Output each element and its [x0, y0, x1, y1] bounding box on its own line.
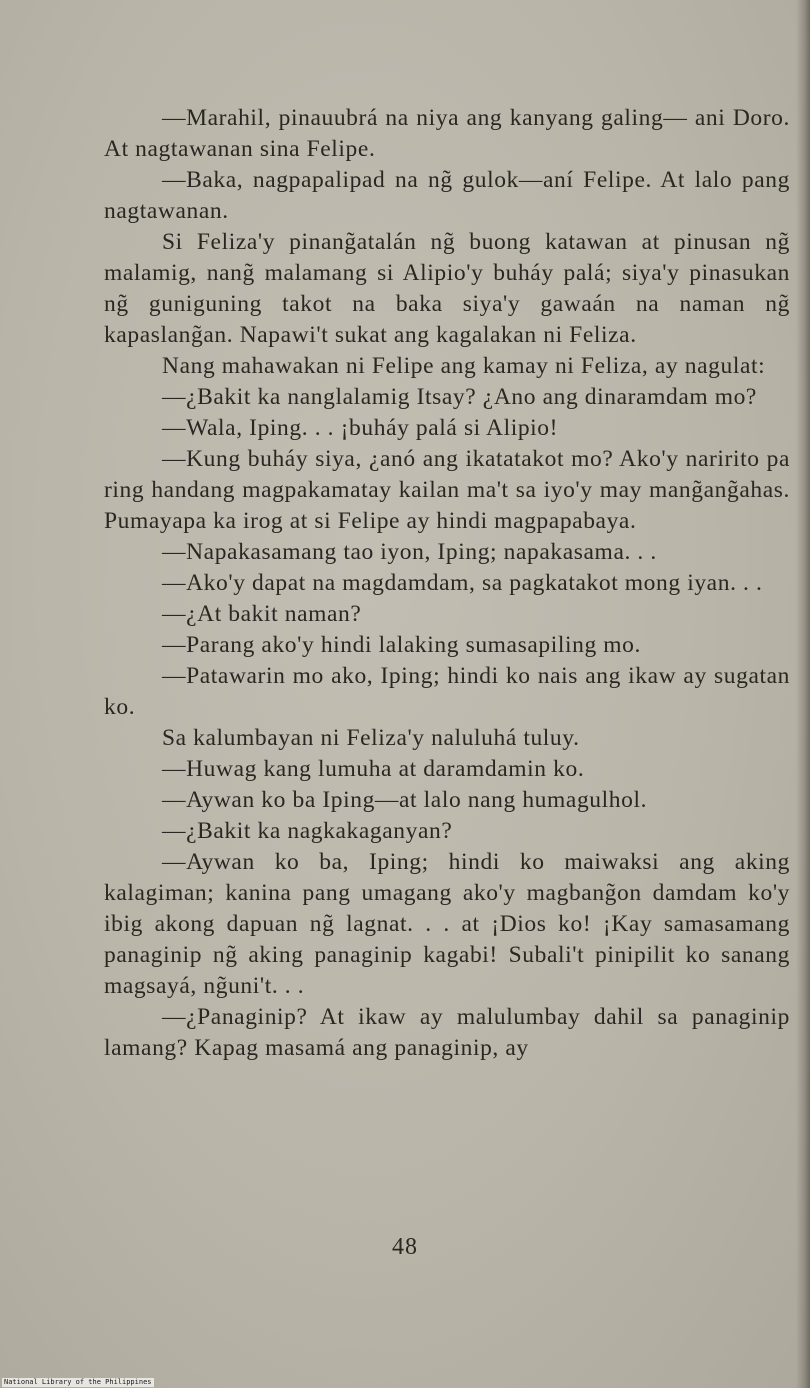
paragraph: —¿At bakit naman? [162, 601, 362, 627]
paragraph: —Huwag kang lumuha at daramdamin ko. [162, 756, 585, 782]
paragraph: —Baka, nagpapalipad na ng̃ gulok—aní Felipe. At lalo pang nagtawanan. [104, 167, 790, 224]
paragraph: Sa kalumbayan ni Feliza'y naluluhá tuluy. [162, 725, 580, 751]
paragraph: —¿Bakit ka nagkakaganyan? [162, 818, 453, 844]
paragraph: Nang mahawakan ni Felipe ang kamay ni Feliza, ay nagulat: [162, 353, 766, 379]
paragraph: —Napakasamang tao iyon, Iping; napakasama. . . [162, 539, 657, 565]
paragraph: —Ako'y dapat na magdamdam, sa pagkatakot mong iyan. . . [162, 570, 763, 596]
paragraph: —Aywan ko ba Iping—at lalo nang humagulhol. [162, 787, 648, 813]
paragraph: —Aywan ko ba, Iping; hindi ko maiwaksi ang aking kalagiman; kanina pang umagang ako'y magbang̃on damdam ko'y ibig akong dapuan ng̃ lagnat. . . at ¡Dios ko! ¡Kay samasamang panaginip ng̃ aking panaginip kagabi! Subali't pinipilit ko sanang magsayá, ng̃uni't. . . [104, 849, 790, 999]
paragraph: —Patawarin mo ako, Iping; hindi ko nais ang ikaw ay sugatan ko. [104, 663, 790, 720]
paragraph: —¿Panaginip? At ikaw ay malulumbay dahil sa panaginip lamang? Kapag masamá ang panaginip, ay [104, 1004, 790, 1061]
body-text [104, 103, 790, 1064]
paragraph: —Parang ako'y hindi lalaking sumasapiling mo. [162, 632, 641, 658]
paragraph: —Kung buháy siya, ¿anó ang ikatatakot mo? Ako'y naririto pa ring handang magpakamatay kailan ma't sa iyo'y may mang̃ang̃ahas. Pumayapa ka irog at si Felipe ay hindi magpapabaya. [104, 446, 790, 534]
paragraph: —Marahil, pinauubrá na niya ang kanyang galing— ani Doro. At nagtawanan sina Felipe. [104, 105, 790, 162]
paragraph: Si Feliza'y pinang̃atalán ng̃ buong katawan at pinusan ng̃ malamig, nang̃ malamang si Alipio'y buháy palá; siya'y pinasukan ng̃ guniguning takot na baka siya'y gawaán na naman ng̃ kapaslang̃an. Napawi't sukat ang kagalakan ni Feliza. [104, 229, 790, 348]
paragraph: —¿Bakit ka nanglalamig Itsay? ¿Ano ang dinaramdam mo? [162, 384, 757, 410]
paragraph: —Wala, Iping. . . ¡buháy palá si Alipio! [162, 415, 559, 441]
page-edge-shadow [796, 0, 810, 1388]
page-number: 48 [392, 1234, 418, 1260]
library-credit: National Library of the Philippines [4, 1378, 152, 1386]
